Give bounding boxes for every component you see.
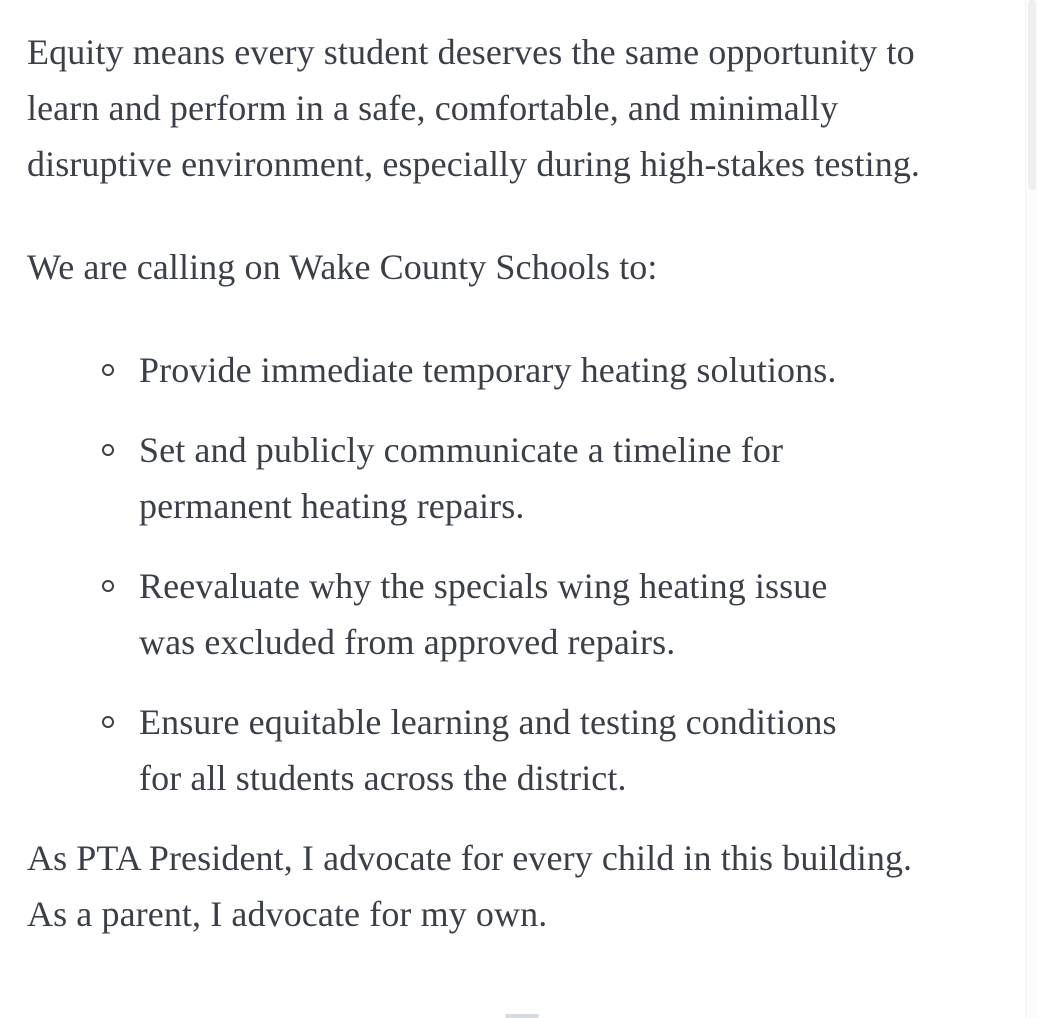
list-item [27,558,1027,670]
circle-bullet-icon [102,580,114,592]
paragraph-line: As a parent, I advocate for my own. [27,894,548,934]
list-item-line: permanent heating repairs. [139,486,525,526]
list-item [27,342,1027,398]
list-item [27,422,1027,534]
circle-bullet-icon [102,364,114,376]
clipped-next-line-fragment [505,1014,539,1018]
paragraph-equity [27,24,1027,192]
paragraph-line: disruptive environment, especially during high-stakes testing. [27,144,921,184]
paragraph-line: learn and perform in a safe, comfortable, and minimally [27,88,839,128]
scrollbar-track[interactable] [1025,0,1038,1018]
list-item-line: Reevaluate why the specials wing heating issue [139,566,828,606]
demands-bullet-list [27,342,1027,806]
paragraph-line: As PTA President, I advocate for every child in this building. [27,838,913,878]
paragraph-line: We are calling on Wake County Schools to: [27,247,658,287]
list-item-line: Ensure equitable learning and testing conditions [139,702,837,742]
paragraph-line: Equity means every student deserves the same opportunity to [27,32,915,72]
list-item-line: Provide immediate temporary heating solutions. [139,350,837,390]
list-item-line: was excluded from approved repairs. [139,622,676,662]
paragraph-pta-president [27,830,1027,942]
circle-bullet-icon [102,444,114,456]
paragraph-calling-on [27,239,1027,295]
circle-bullet-icon [102,716,114,728]
list-item-line: Set and publicly communicate a timeline for [139,430,784,470]
scrollbar-thumb[interactable] [1028,0,1036,190]
list-item-line: for all students across the district. [139,758,627,798]
list-item [27,694,1027,806]
